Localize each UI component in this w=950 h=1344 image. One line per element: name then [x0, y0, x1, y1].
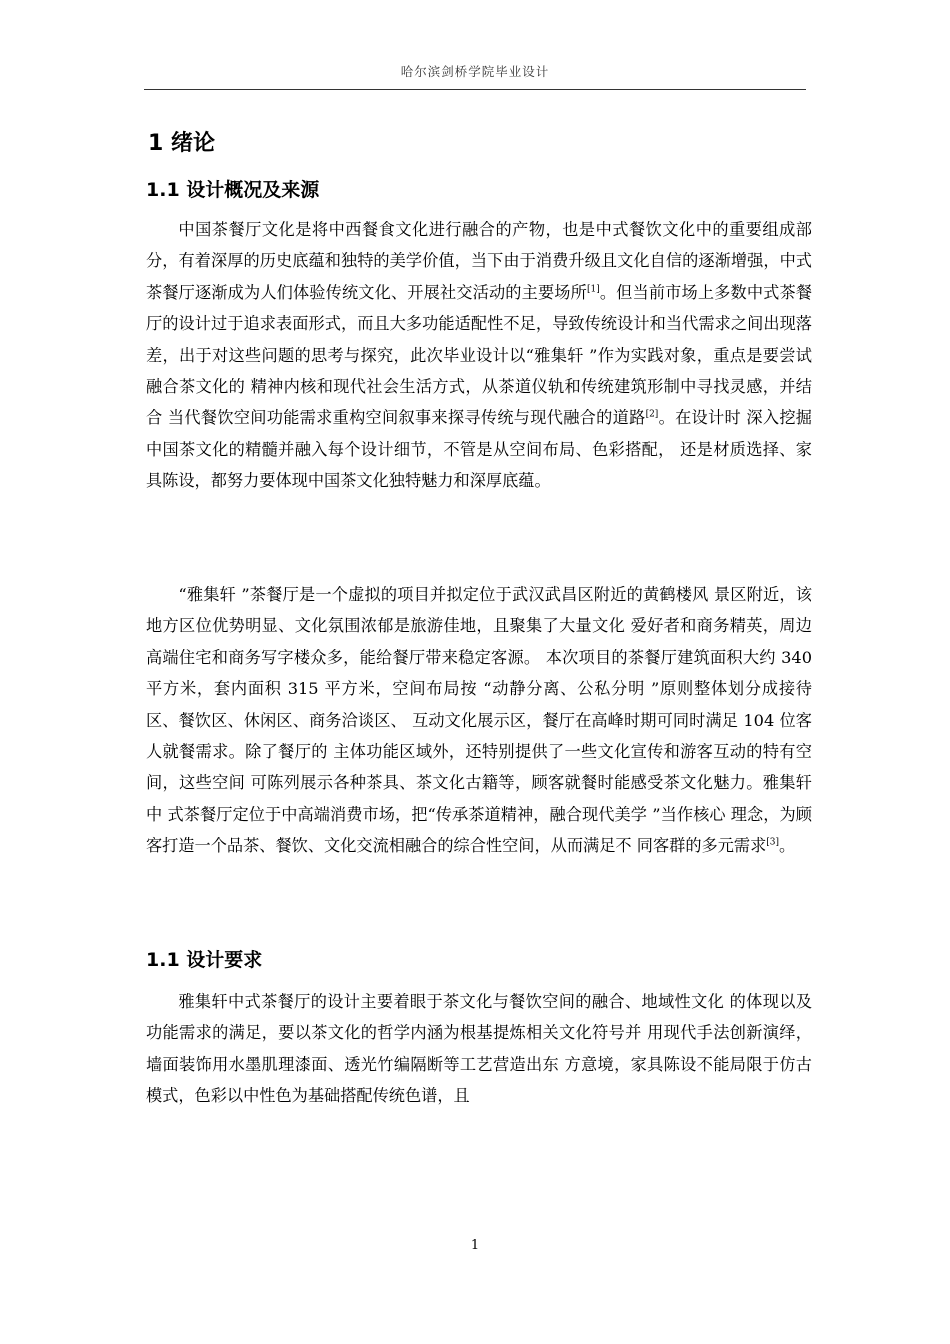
paragraph-project: [146, 579, 812, 862]
paragraph-text: 。但当前市场上多数中式茶餐厅的设计过于追求表面形式，而且大多功能适配性不足，导致传统设计和当代需求之间出现落差，出于对这些问题的思考与探究，此次毕业设计以“雅集轩 ”作为实践对象，重点是要尝试融合茶文化的 精神内核和现代社会生活方式，从茶道仪轨和传统建筑形制中寻找灵感，并结合 当代餐饮空间功能需求重构空间叙事来探寻传统与现代融合的道路: [146, 282, 813, 428]
chapter-title: 1 绪论: [148, 131, 215, 156]
paragraph-text: 雅集轩中式茶餐厅的设计主要着眼于茶文化与餐饮空间的融合、地域性文化 的体现以及功能需求的满足，要以茶文化的哲学内涵为根基提炼相关文化符号并 用现代手法创新演绎，墙面装饰用水墨肌理漆面、透光竹编隔断等工艺营造出东 方意境，家具陈设不能局限于仿古模式，色彩以中性色为基础搭配传统色谱，且: [146, 992, 812, 1106]
section-title-requirements: 1.1 设计要求: [146, 949, 263, 971]
page-number: 1: [470, 1238, 480, 1253]
header-rule: [144, 89, 806, 90]
paragraph-text: 。在设计时 深入挖掘中国茶文化的精髓并融入每个设计细节，不管是从空间布局、色彩搭配， 还是材质选择、家具陈设，都努力要体现中国茶文化独特魅力和深厚底蕴。: [146, 408, 812, 491]
paragraph-requirements: [146, 986, 812, 1112]
paragraph-text: 。: [779, 836, 796, 856]
paragraph-text: “雅集轩 ”茶餐厅是一个虚拟的项目并拟定位于武汉武昌区附近的黄鹤楼风 景区附近，该地方区位优势明显、文化氛围浓郁是旅游佳地，且聚集了大量文化 爱好者和商务精英，周边高端住宅和商务写字楼众多，能给餐厅带来稳定客源。 本次项目的茶餐厅建筑面积大约 340 平方米，套内面积 315 平方米，空间布局按 “动静分离、公私分明 ”原则整体划分成接待区、餐饮区、休闲区、商务洽谈区、 互动文化展示区，餐厅在高峰时期可同时满足 104 位客人就餐需求。除了餐厅的 主体功能区域外，还特别提供了一些文化宣传和游客互动的特有空间，这些空间 可陈列展示各种茶具、茶文化古籍等，顾客就餐时能感受茶文化魅力。雅集轩中 式茶餐厅定位于中高端消费市场，把“传承茶道精神，融合现代美学 ”当作核心 理念，为顾客打造一个品茶、餐饮、文化交流相融合的综合性空间，从而满足不 同客群的多元需求: [146, 585, 812, 856]
citation-2: [2]: [645, 410, 659, 421]
page-header: 哈尔滨剑桥学院毕业设计: [400, 64, 550, 79]
paragraph-text: 中国茶餐厅文化是将中西餐食文化进行融合的产物，也是中式餐饮文化中的重要组成部分，有着深厚的历史底蕴和独特的美学价值，当下由于消费升级且文化自信的逐渐增强，中式茶餐厅逐渐成为人们体验传统文化、开展社交活动的主要场所: [146, 220, 812, 302]
paragraph-background: [146, 214, 812, 497]
citation-1: [1]: [586, 284, 600, 295]
section-title-overview: 1.1 设计概况及来源: [146, 179, 320, 201]
citation-3: [3]: [766, 837, 780, 848]
